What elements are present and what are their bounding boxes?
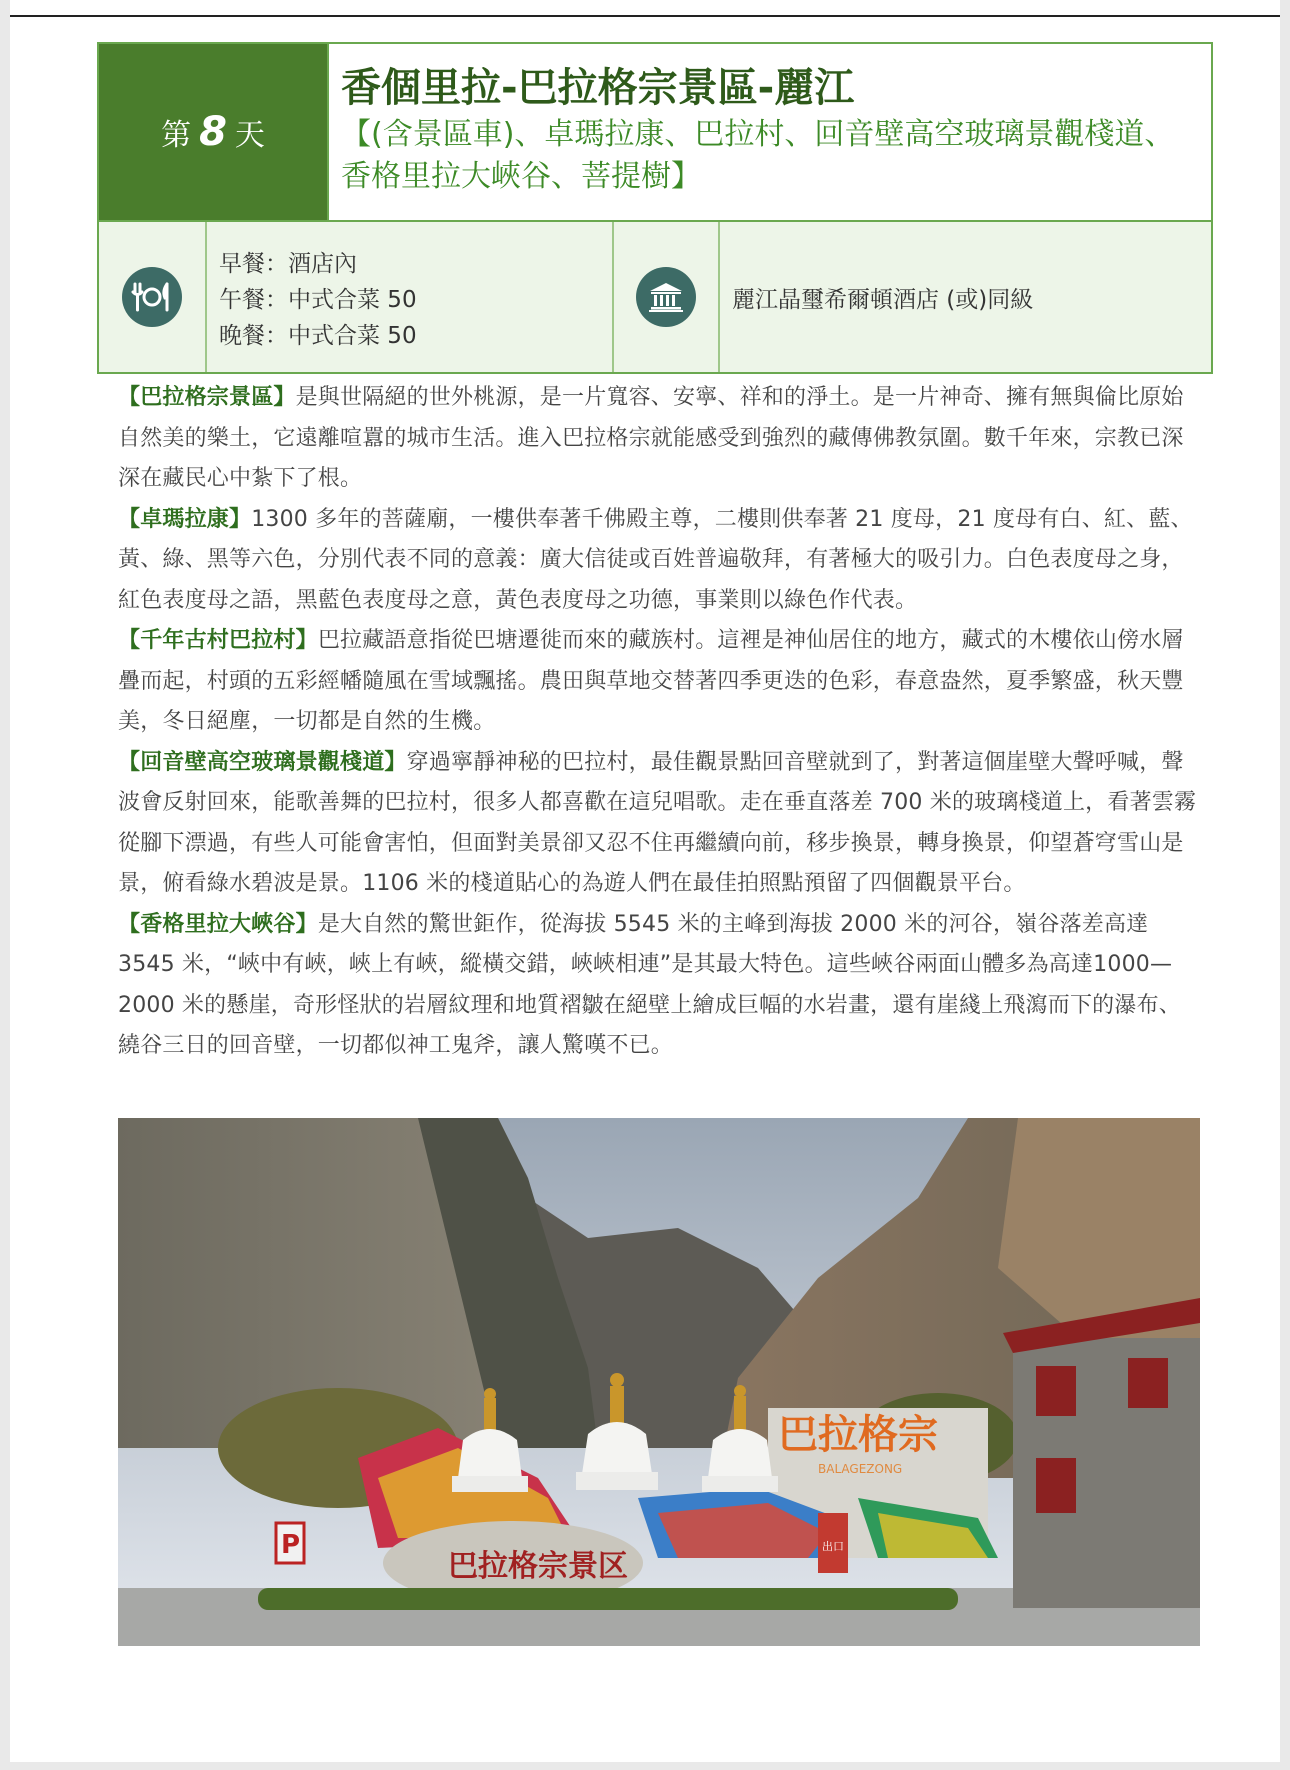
resort-sign: 巴拉格宗 <box>778 1412 938 1458</box>
section-body: 穿過寧靜神秘的巴拉村，最佳觀景點回音壁就到了，對著這個崖壁大聲呼喊，聲波會反射回來，能歌善舞的巴拉村，很多人都喜歡在這兒唱歌。走在垂直落差 700 米的玻璃棧道上，看著雲霧從腳下漂過，有些人可能會害怕，但面對美景卻又忍不住再繼續向前，移步換景，轉身換景，仰望蒼穹雪山是景，俯看綠水碧波是景。1106 米的棧道貼心的為遊人們在最佳拍照點預留了四個觀景平台。 <box>118 749 1197 896</box>
itinerary-content <box>118 378 1198 1067</box>
section-heading: 【巴拉格宗景區】 <box>118 385 296 410</box>
parking-sign: P <box>281 1530 301 1560</box>
route-title: 香個里拉-巴拉格宗景區-麗江 <box>341 65 855 111</box>
route-subtitle-line1: 【(含景區車)、卓瑪拉康、巴拉村、回音壁高空玻璃景觀棧道、 <box>341 117 1175 152</box>
day-header <box>97 42 1213 222</box>
hotel-cell <box>720 222 1211 372</box>
section-heading: 【香格里拉大峽谷】 <box>118 911 318 937</box>
section-grand-canyon <box>118 905 1198 1067</box>
route-subtitle <box>341 114 1199 198</box>
route-subtitle-line2: 香格里拉大峽谷、菩提樹】 <box>341 159 701 194</box>
stone-inscription: 巴拉格宗景区 <box>448 1549 628 1584</box>
section-bala-village <box>118 621 1198 743</box>
day-number: 8 <box>199 109 227 155</box>
route-cell <box>329 44 1211 220</box>
resort-sign-sub: BALAGEZONG <box>818 1462 903 1476</box>
hotel-icon-cell <box>614 222 720 372</box>
hotel-building-icon <box>636 267 696 327</box>
page <box>10 0 1280 1762</box>
section-zhuomalakang <box>118 500 1198 622</box>
meal-icon-cell <box>99 222 207 372</box>
day-badge <box>99 44 329 220</box>
day-prefix: 第 <box>161 118 192 153</box>
hotel-name: 麗江晶璽希爾頓酒店 (或)同級 <box>732 286 1034 313</box>
section-heading: 【卓瑪拉康】 <box>118 506 252 532</box>
scenic-photo <box>118 1118 1200 1646</box>
section-body: 巴拉藏語意指從巴塘遷徙而來的藏族村。這裡是神仙居住的地方，藏式的木樓依山傍水層疊而起，村頭的五彩經幡隨風在雪域飄搖。農田與草地交替著四季更迭的色彩，春意盎然，夏季繁盛，秋天豐美，冬日絕塵，一切都是自然的生機。 <box>118 628 1184 734</box>
section-body: 1300 多年的菩薩廟，一樓供奉著千佛殿主尊，二樓則供奉著 21 度母，21 度母有白、紅、藍、黃、綠、黑等六色，分別代表不同的意義：廣大信徒或百姓普遍敬拜，有著極大的吸引力。白色表度母之身，紅色表度母之語，黑藍色表度母之意，黃色表度母之功德，事業則以綠色作代表。 <box>118 506 1193 613</box>
lunch-text: 午餐：中式合菜 50 <box>219 287 417 313</box>
top-rule <box>10 15 1280 17</box>
section-balagezong <box>118 378 1198 500</box>
section-heading: 【千年古村巴拉村】 <box>118 628 318 653</box>
section-body: 是與世隔絕的世外桃源，是一片寬容、安寧、祥和的淨土。是一片神奇、擁有無與倫比原始自然美的樂土，它遠離喧囂的城市生活。進入巴拉格宗就能感受到強烈的藏傳佛教氛圍。數千年來，宗教已深深在藏民心中紮下了根。 <box>118 385 1184 491</box>
info-row <box>97 222 1213 374</box>
breakfast-text: 早餐：酒店內 <box>219 251 357 277</box>
meals-cell <box>207 222 614 372</box>
section-body: 是大自然的驚世鉅作，從海拔 5545 米的主峰到海拔 2000 米的河谷，嶺谷落差高達 3545 米，“峽中有峽，峽上有峽，縱橫交錯，峽峽相連”是其最大特色。這些峽谷兩面山體多為高達1000—2000 米的懸崖，奇形怪狀的岩層紋理和地質褶皺在絕壁上繪成巨幅的水岩畫，還有崖綫上飛瀉而下的瀑布、繞谷三日的回音壁，一切都似神工鬼斧，讓人驚嘆不已。 <box>118 911 1181 1058</box>
day-suffix: 天 <box>234 118 265 153</box>
section-echo-wall <box>118 743 1198 905</box>
exit-sign: 出口 <box>822 1540 844 1553</box>
section-heading: 【回音壁高空玻璃景觀棧道】 <box>118 749 407 775</box>
utensils-icon <box>122 267 182 327</box>
dinner-text: 晚餐：中式合菜 50 <box>219 323 417 349</box>
